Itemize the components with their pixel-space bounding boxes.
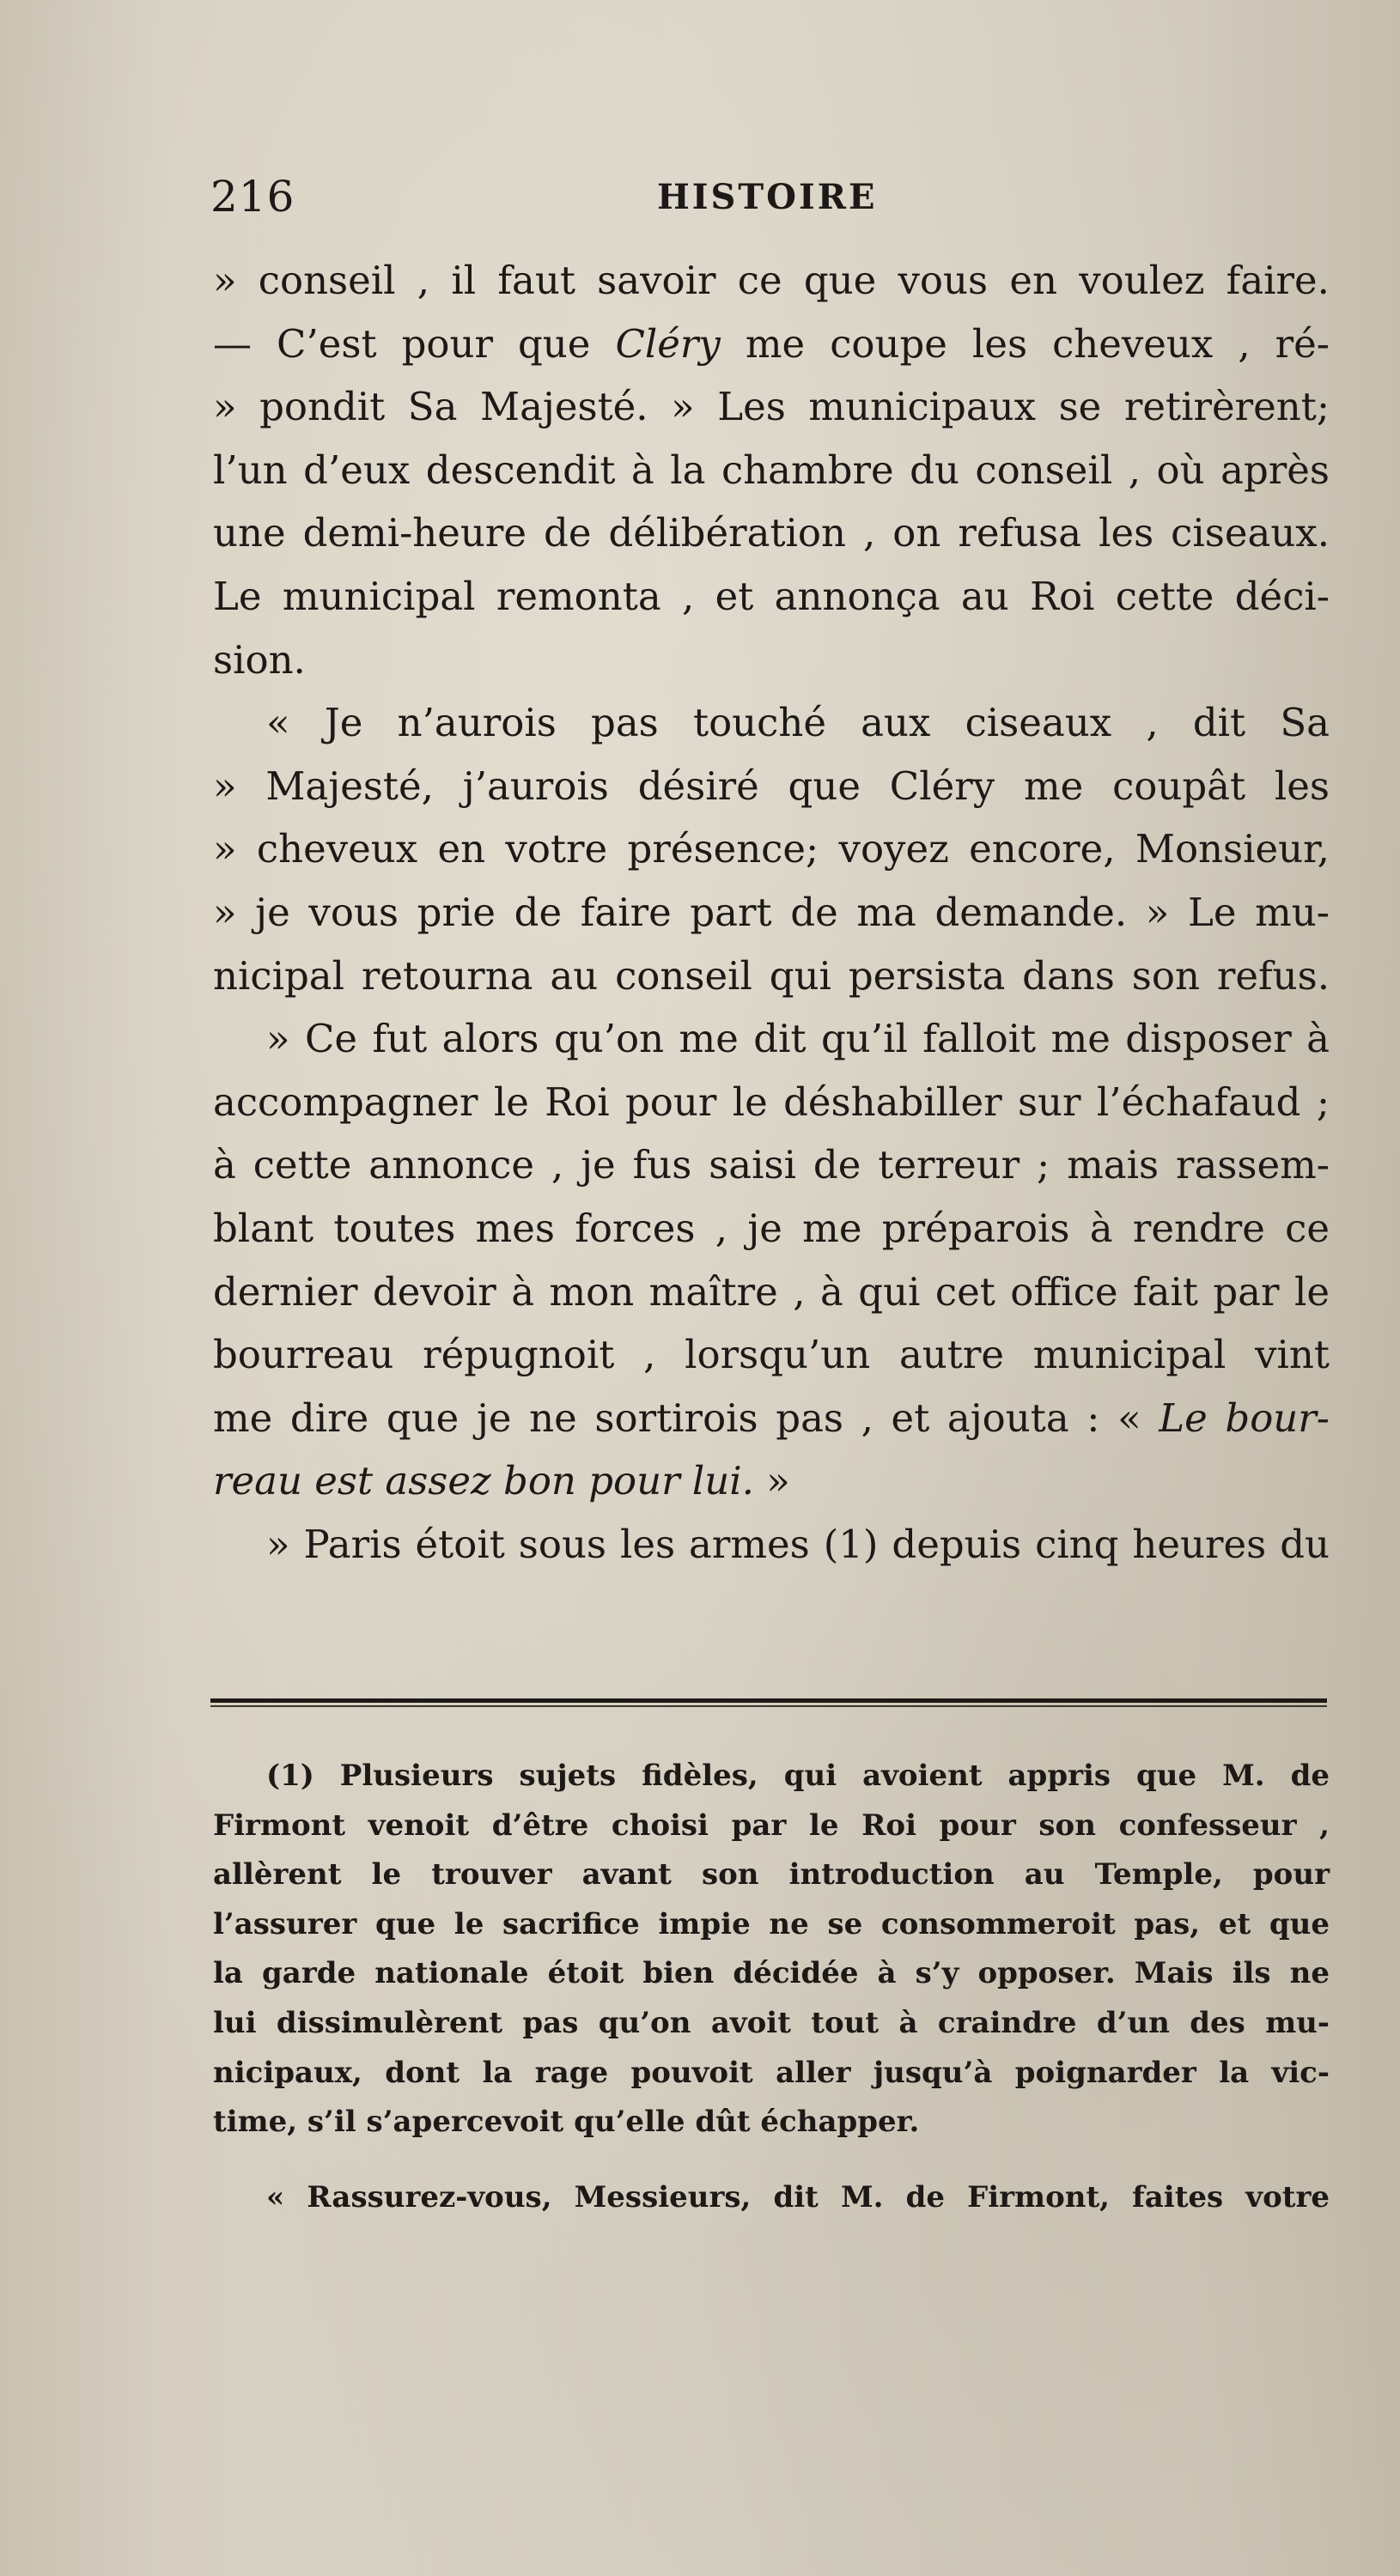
footnote-gap <box>213 2148 1330 2173</box>
text-line: une demi-heure de délibération , on refusa les ciseaux. <box>213 510 1330 556</box>
page-number: 216 <box>210 172 295 222</box>
text-line: » conseil , il faut savoir ce que vous en voulez faire. <box>213 258 1330 303</box>
text-line: Le municipal remonta , et annonça au Roi cette déci- <box>213 573 1330 619</box>
italic-quote: Le bour- <box>1159 1394 1330 1441</box>
body-text <box>213 249 1330 1576</box>
text-line: » Ce fut alors qu’on me dit qu’il falloit me disposer à <box>266 1016 1330 1062</box>
text-line: nicipal retourna au conseil qui persista dans son refus. <box>213 952 1330 999</box>
footnote-line: la garde nationale étoit bien décidée à s’y opposer. Mais ils ne <box>213 1956 1330 1991</box>
text-line: accompagner le Roi pour le déshabiller sur l’échafaud ; <box>213 1078 1330 1125</box>
footnote-line: allèrent le trouver avant son introduction au Temple, pour <box>213 1857 1330 1893</box>
footnote-line: Firmont venoit d’être choisi par le Roi pour son confesseur , <box>213 1807 1330 1843</box>
text-line: dernier devoir à mon maître , à qui cet office fait par le <box>213 1268 1330 1315</box>
italic-name: Cléry <box>615 320 721 367</box>
text-line: bourreau répugnoit , lorsqu’un autre municipal vint <box>213 1332 1330 1378</box>
footnote-line: time, s’il s’apercevoit qu’elle dût échapper. <box>213 2105 920 2140</box>
text-line: l’un d’eux descendit à la chambre du conseil , où après <box>213 447 1330 493</box>
footnote-rule <box>210 1698 1327 1703</box>
text-line: » je vous prie de faire part de ma demande. » Le mu- <box>213 889 1330 935</box>
text-line: sion. <box>213 636 306 683</box>
footnote-line: nicipaux, dont la rage pouvoit aller jusqu’à poignarder la vic- <box>213 2055 1330 2090</box>
text-line: » cheveux en votre présence; voyez encore, Monsieur, <box>213 826 1330 872</box>
text-line: reau est assez bon pour lui. » <box>213 1458 790 1504</box>
footnote-line: « Rassurez-vous, Messieurs, dit M. de Firmont, faites votre <box>266 2179 1330 2215</box>
text-line: me dire que je ne sortirois pas , et ajouta : « Le bour- <box>213 1394 1330 1441</box>
footnote-line: (1) Plusieurs sujets fidèles, qui avoient appris que M. de <box>266 1759 1330 1793</box>
text-line: — C’est pour que Cléry me coupe les cheveux , ré- <box>213 320 1330 367</box>
text-line: » Paris étoit sous les armes (1) depuis cinq heures du <box>266 1521 1330 1567</box>
text-line: « Je n’aurois pas touché aux ciseaux , dit Sa <box>266 700 1330 746</box>
footnote <box>213 1752 1330 2222</box>
page-header <box>210 172 1336 232</box>
text-line: » pondit Sa Majesté. » Les municipaux se retirèrent; <box>213 384 1330 430</box>
text-line: » Majesté, j’aurois désiré que Cléry me coupât les <box>213 762 1330 809</box>
footnote-line: l’assurer que le sacrifice impie ne se consommeroit pas, et que <box>213 1906 1330 1941</box>
italic-quote: reau est assez bon pour lui. <box>213 1458 754 1504</box>
footnote-line: lui dissimulèrent pas qu’on avoit tout à craindre d’un des mu- <box>213 2005 1330 2040</box>
running-head: HISTOIRE <box>657 177 878 217</box>
text-line: blant toutes mes forces , je me préparois à rendre ce <box>213 1205 1330 1251</box>
text-line: à cette annonce , je fus saisi de terreur ; mais rassem- <box>213 1142 1330 1188</box>
